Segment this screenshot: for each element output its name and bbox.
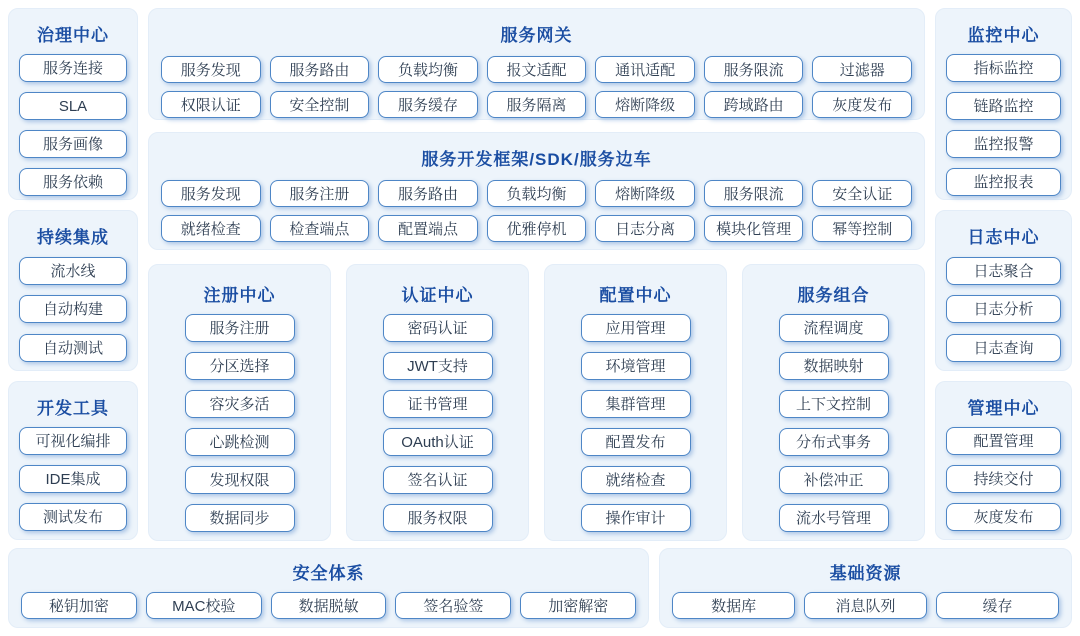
item-button-composition-0-3[interactable]: 分布式事务 xyxy=(779,428,889,456)
item-button-monitoring-0-1[interactable]: 链路监控 xyxy=(946,92,1061,120)
panel-title-ci: 持续集成 xyxy=(37,228,109,247)
button-row xyxy=(19,256,127,362)
item-button-sdk-0-0[interactable]: 服务发现 xyxy=(161,180,261,207)
item-button-sdk-1-1[interactable]: 检查端点 xyxy=(270,215,370,242)
item-button-gateway-0-5[interactable]: 服务限流 xyxy=(704,56,804,83)
panel-security-system xyxy=(8,548,649,628)
button-row xyxy=(946,427,1061,531)
button-row xyxy=(161,215,912,242)
item-button-ci-0-1[interactable]: 自动构建 xyxy=(19,295,127,323)
button-row xyxy=(19,54,127,196)
panel-title-sdk: 服务开发框架/SDK/服务边车 xyxy=(421,150,652,169)
panel-log-center xyxy=(935,210,1072,371)
item-button-sdk-0-5[interactable]: 服务限流 xyxy=(704,180,804,207)
item-button-config-0-3[interactable]: 配置发布 xyxy=(581,428,691,456)
button-row xyxy=(159,314,320,532)
item-button-sdk-0-3[interactable]: 负载均衡 xyxy=(487,180,587,207)
item-button-monitoring-0-0[interactable]: 指标监控 xyxy=(946,54,1061,82)
item-button-resources-0-1[interactable]: 消息队列 xyxy=(804,592,927,619)
item-button-composition-0-2[interactable]: 上下文控制 xyxy=(779,390,889,418)
item-button-auth-0-4[interactable]: 签名认证 xyxy=(383,466,493,494)
item-button-composition-0-5[interactable]: 流水号管理 xyxy=(779,504,889,532)
item-button-gateway-1-5[interactable]: 跨域路由 xyxy=(704,91,804,118)
item-button-gateway-0-1[interactable]: 服务路由 xyxy=(270,56,370,83)
item-button-sdk-0-6[interactable]: 安全认证 xyxy=(812,180,912,207)
item-button-gateway-1-3[interactable]: 服务隔离 xyxy=(487,91,587,118)
item-button-sdk-0-1[interactable]: 服务注册 xyxy=(270,180,370,207)
item-button-sdk-1-3[interactable]: 优雅停机 xyxy=(487,215,587,242)
button-row xyxy=(672,592,1059,619)
button-row xyxy=(555,314,716,532)
item-button-config-0-5[interactable]: 操作审计 xyxy=(581,504,691,532)
item-button-gateway-1-1[interactable]: 安全控制 xyxy=(270,91,370,118)
item-button-sdk-1-0[interactable]: 就绪检查 xyxy=(161,215,261,242)
item-button-registry-0-3[interactable]: 心跳检测 xyxy=(185,428,295,456)
panel-title-composition: 服务组合 xyxy=(797,286,870,305)
item-button-governance-0-1[interactable]: SLA xyxy=(19,92,127,120)
button-row xyxy=(946,256,1061,362)
panel-dev-tools xyxy=(8,381,138,540)
item-button-security-0-1[interactable]: MAC校验 xyxy=(146,592,262,619)
panel-service-gateway xyxy=(148,8,925,120)
item-button-sdk-1-5[interactable]: 模块化管理 xyxy=(704,215,804,242)
button-row xyxy=(21,592,636,619)
panel-title-auth: 认证中心 xyxy=(401,286,474,305)
item-button-sdk-1-2[interactable]: 配置端点 xyxy=(378,215,478,242)
item-button-security-0-3[interactable]: 签名验签 xyxy=(395,592,511,619)
item-button-security-0-4[interactable]: 加密解密 xyxy=(520,592,636,619)
panel-auth-center xyxy=(346,264,529,541)
panel-registry-center xyxy=(148,264,331,541)
button-row xyxy=(161,180,912,207)
item-button-gateway-1-6[interactable]: 灰度发布 xyxy=(812,91,912,118)
item-button-sdk-0-2[interactable]: 服务路由 xyxy=(378,180,478,207)
item-button-config-0-4[interactable]: 就绪检查 xyxy=(581,466,691,494)
item-button-auth-0-0[interactable]: 密码认证 xyxy=(383,314,493,342)
panel-title-resources: 基础资源 xyxy=(829,564,902,583)
panel-title-registry: 注册中心 xyxy=(203,286,276,305)
item-button-registry-0-4[interactable]: 发现权限 xyxy=(185,466,295,494)
top-area xyxy=(8,8,1072,540)
item-button-config-0-0[interactable]: 应用管理 xyxy=(581,314,691,342)
item-button-security-0-0[interactable]: 秘钥加密 xyxy=(21,592,137,619)
item-button-auth-0-5[interactable]: 服务权限 xyxy=(383,504,493,532)
button-row xyxy=(357,314,518,532)
center-column xyxy=(148,8,925,540)
item-button-management-0-2[interactable]: 灰度发布 xyxy=(946,503,1061,531)
item-button-gateway-0-3[interactable]: 报文适配 xyxy=(487,56,587,83)
item-button-gateway-1-2[interactable]: 服务缓存 xyxy=(378,91,478,118)
button-row xyxy=(161,91,912,118)
panel-management-center xyxy=(935,381,1072,540)
item-button-governance-0-3[interactable]: 服务依赖 xyxy=(19,168,127,196)
item-button-devtools-0-2[interactable]: 测试发布 xyxy=(19,503,127,531)
panel-title-security: 安全体系 xyxy=(292,564,365,583)
item-button-registry-0-2[interactable]: 容灾多活 xyxy=(185,390,295,418)
button-row xyxy=(19,427,127,531)
item-button-gateway-0-6[interactable]: 过滤器 xyxy=(812,56,912,83)
panel-title-gateway: 服务网关 xyxy=(500,26,573,45)
item-button-resources-0-0[interactable]: 数据库 xyxy=(672,592,795,619)
button-row xyxy=(946,54,1061,196)
item-button-composition-0-4[interactable]: 补偿冲正 xyxy=(779,466,889,494)
left-column xyxy=(8,8,138,540)
item-button-sdk-0-4[interactable]: 熔断降级 xyxy=(595,180,695,207)
item-button-governance-0-2[interactable]: 服务画像 xyxy=(19,130,127,158)
panel-title-config: 配置中心 xyxy=(599,286,672,305)
panel-governance xyxy=(8,8,138,200)
item-button-monitoring-0-3[interactable]: 监控报表 xyxy=(946,168,1061,196)
item-button-registry-0-0[interactable]: 服务注册 xyxy=(185,314,295,342)
item-button-auth-0-2[interactable]: 证书管理 xyxy=(383,390,493,418)
panel-title-governance: 治理中心 xyxy=(37,26,109,45)
item-button-gateway-1-4[interactable]: 熔断降级 xyxy=(595,91,695,118)
panel-continuous-integration xyxy=(8,210,138,371)
item-button-config-0-1[interactable]: 环境管理 xyxy=(581,352,691,380)
button-row xyxy=(161,56,912,83)
item-button-ci-0-0[interactable]: 流水线 xyxy=(19,257,127,285)
panel-monitoring-center xyxy=(935,8,1072,200)
panel-title-devtools: 开发工具 xyxy=(37,399,109,418)
bottom-row xyxy=(8,548,1072,628)
item-button-gateway-1-0[interactable]: 权限认证 xyxy=(161,91,261,118)
item-button-registry-0-1[interactable]: 分区选择 xyxy=(185,352,295,380)
item-button-monitoring-0-2[interactable]: 监控报警 xyxy=(946,130,1061,158)
item-button-devtools-0-1[interactable]: IDE集成 xyxy=(19,465,127,493)
item-button-ci-0-2[interactable]: 自动测试 xyxy=(19,334,127,362)
panel-title-logging: 日志中心 xyxy=(967,228,1040,247)
item-button-governance-0-0[interactable]: 服务连接 xyxy=(19,54,127,82)
item-button-config-0-2[interactable]: 集群管理 xyxy=(581,390,691,418)
panel-sdk-sidecar xyxy=(148,132,925,250)
center-grid xyxy=(148,264,925,541)
item-button-logging-0-2[interactable]: 日志查询 xyxy=(946,334,1061,362)
item-button-sdk-1-4[interactable]: 日志分离 xyxy=(595,215,695,242)
panel-title-monitoring: 监控中心 xyxy=(967,26,1040,45)
right-column xyxy=(935,8,1072,540)
panel-base-resources xyxy=(659,548,1072,628)
button-row xyxy=(753,314,914,532)
panel-service-composition xyxy=(742,264,925,541)
item-button-gateway-0-0[interactable]: 服务发现 xyxy=(161,56,261,83)
item-button-security-0-2[interactable]: 数据脱敏 xyxy=(271,592,387,619)
item-button-management-0-0[interactable]: 配置管理 xyxy=(946,427,1061,455)
item-button-registry-0-5[interactable]: 数据同步 xyxy=(185,504,295,532)
item-button-logging-0-1[interactable]: 日志分析 xyxy=(946,295,1061,323)
item-button-auth-0-3[interactable]: OAuth认证 xyxy=(383,428,493,456)
item-button-composition-0-1[interactable]: 数据映射 xyxy=(779,352,889,380)
item-button-gateway-0-2[interactable]: 负载均衡 xyxy=(378,56,478,83)
item-button-logging-0-0[interactable]: 日志聚合 xyxy=(946,257,1061,285)
item-button-composition-0-0[interactable]: 流程调度 xyxy=(779,314,889,342)
item-button-auth-0-1[interactable]: JWT支持 xyxy=(383,352,493,380)
item-button-devtools-0-0[interactable]: 可视化编排 xyxy=(19,427,127,455)
item-button-management-0-1[interactable]: 持续交付 xyxy=(946,465,1061,493)
item-button-sdk-1-6[interactable]: 幂等控制 xyxy=(812,215,912,242)
item-button-resources-0-2[interactable]: 缓存 xyxy=(936,592,1059,619)
panel-title-management: 管理中心 xyxy=(967,399,1040,418)
item-button-gateway-0-4[interactable]: 通讯适配 xyxy=(595,56,695,83)
panel-config-center xyxy=(544,264,727,541)
